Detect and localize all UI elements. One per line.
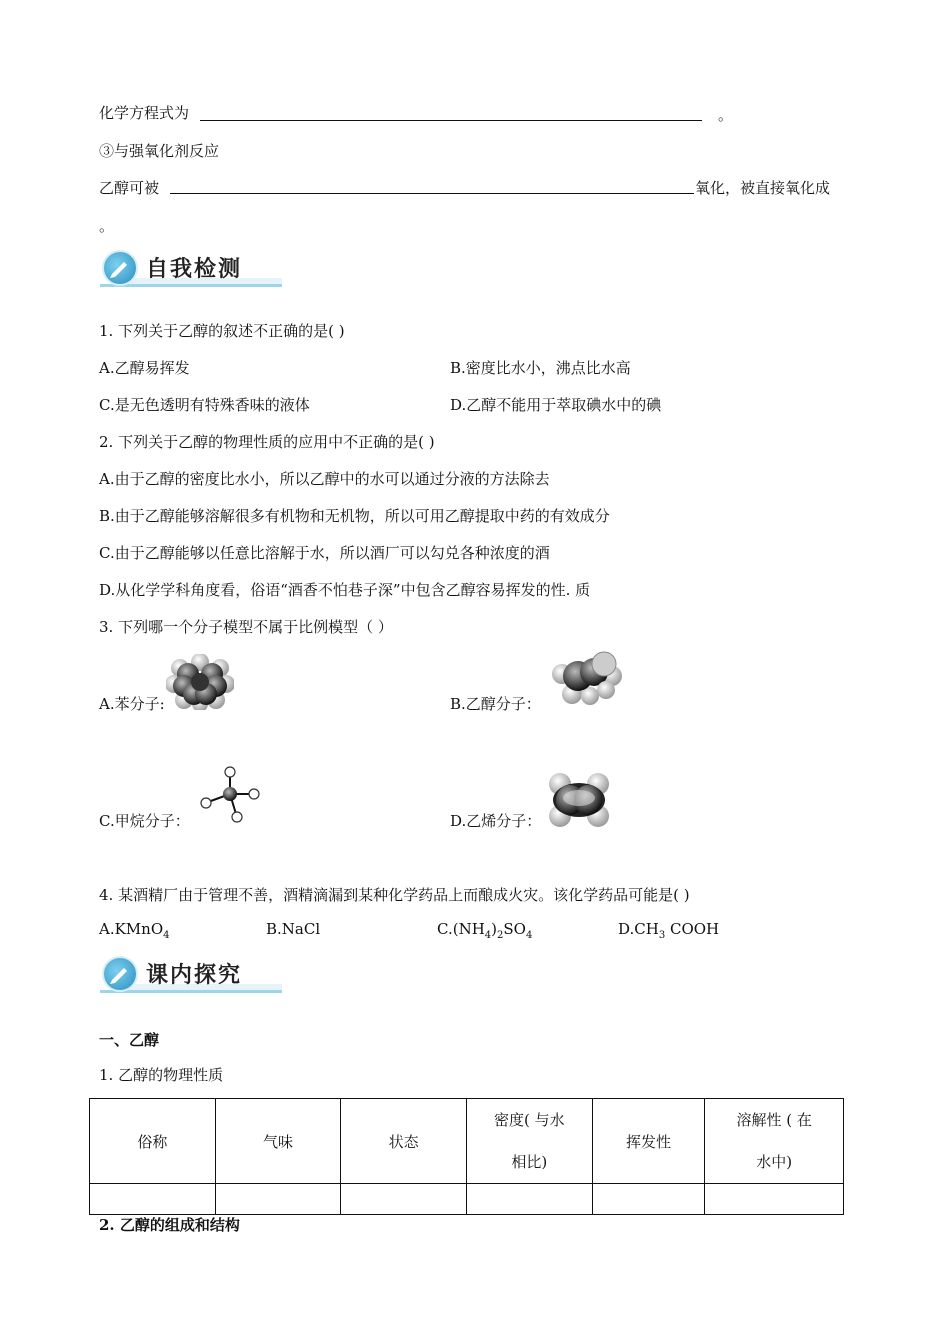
- q4-option-c[interactable]: $C.(NH_4)_2SO_4$: [437, 920, 533, 941]
- q1-option-b[interactable]: B.密度比水小，沸点比水高: [450, 359, 631, 377]
- part1-heading: 一、乙醇: [99, 1031, 160, 1049]
- q4-stem: 4. 某酒精厂由于管理不善，酒精滴漏到某种化学药品上而酿成火灾。该化学药品可能是( ): [99, 886, 690, 904]
- composition-structure-heading: 2. 乙醇的组成和结构: [99, 1216, 240, 1234]
- header-density: 密度( 与水 相比): [466, 1099, 592, 1184]
- answer-state[interactable]: [341, 1184, 467, 1215]
- q2-option-d[interactable]: D.从化学学科角度看，俗语“酒香不怕巷子深”中包含乙醇容易挥发的性. 质: [99, 581, 591, 599]
- answer-volatility[interactable]: [592, 1184, 705, 1215]
- in-class-banner: [100, 956, 282, 998]
- in-class-title: 课内探究: [146, 963, 243, 988]
- pencil-icon: [102, 956, 138, 992]
- physical-properties-table: [89, 1098, 844, 1215]
- answer-common-name[interactable]: [90, 1184, 216, 1215]
- q3-option-d[interactable]: D.乙烯分子：: [450, 812, 542, 830]
- q4-option-b[interactable]: B.NaCl: [266, 920, 321, 938]
- ethanol-model-image: [550, 650, 626, 706]
- q2-stem: 2. 下列关于乙醇的物理性质的应用中不正确的是( ): [99, 433, 435, 451]
- answer-density[interactable]: [466, 1184, 592, 1215]
- self-check-banner: [100, 250, 282, 292]
- ethylene-model-image: [546, 772, 612, 828]
- q1-option-a[interactable]: A.乙醇易挥发: [99, 359, 190, 377]
- oxidation-blank[interactable]: [170, 193, 694, 194]
- q2-option-a[interactable]: A.由于乙醇的密度比水小，所以乙醇中的水可以通过分液的方法除去: [99, 470, 550, 488]
- equation-end: 。: [718, 106, 734, 124]
- methane-ballstick-image: [198, 766, 262, 826]
- q1-option-d[interactable]: D.乙醇不能用于萃取碘水中的碘: [450, 396, 662, 414]
- q2-option-c[interactable]: C.由于乙醇能够以任意比溶解于水，所以酒厂可以勾兑各种浓度的酒: [99, 544, 550, 562]
- header-common-name: 俗称: [90, 1099, 216, 1184]
- benzene-model-image: [166, 654, 234, 710]
- table-header-row: [90, 1099, 844, 1184]
- ethanol-oxidation-prompt: 乙醇可被: [99, 179, 160, 197]
- ethanol-oxidation-end: 。: [99, 217, 115, 235]
- q4-option-a[interactable]: A.KMnO$_4$: [99, 920, 170, 941]
- oxidizer-heading: ③与强氧化剂反应: [99, 142, 220, 160]
- header-state: 状态: [341, 1099, 467, 1184]
- q2-option-b[interactable]: B.由于乙醇能够溶解很多有机物和无机物，所以可用乙醇提取中药的有效成分: [99, 507, 610, 525]
- self-check-title: 自我检测: [146, 257, 243, 282]
- q1-stem: 1. 下列关于乙醇的叙述不正确的是( ): [99, 322, 345, 340]
- ethanol-oxidation-suffix: 氧化，被直接氧化成: [695, 179, 831, 197]
- q3-option-a[interactable]: A.苯分子:: [99, 695, 165, 713]
- q3-stem: 3. 下列哪一个分子模型不属于比例模型（ ）: [99, 618, 393, 636]
- answer-solubility[interactable]: [705, 1184, 844, 1215]
- header-volatility: 挥发性: [592, 1099, 705, 1184]
- q3-option-b[interactable]: B.乙醇分子：: [450, 695, 541, 713]
- equation-prompt: 化学方程式为: [99, 104, 190, 122]
- answer-odor[interactable]: [215, 1184, 341, 1215]
- header-odor: 气味: [215, 1099, 341, 1184]
- physical-properties-heading: 1. 乙醇的物理性质: [99, 1066, 224, 1084]
- header-solubility: 溶解性 ( 在 水中): [705, 1099, 844, 1184]
- equation-blank[interactable]: [200, 120, 702, 121]
- pencil-icon: [102, 250, 138, 286]
- q4-option-d[interactable]: $D.CH_3$ COOH: [618, 920, 720, 941]
- table-row: [90, 1184, 844, 1215]
- q3-option-c[interactable]: C.甲烷分子：: [99, 812, 190, 830]
- q1-option-c[interactable]: C.是无色透明有特殊香味的液体: [99, 396, 310, 414]
